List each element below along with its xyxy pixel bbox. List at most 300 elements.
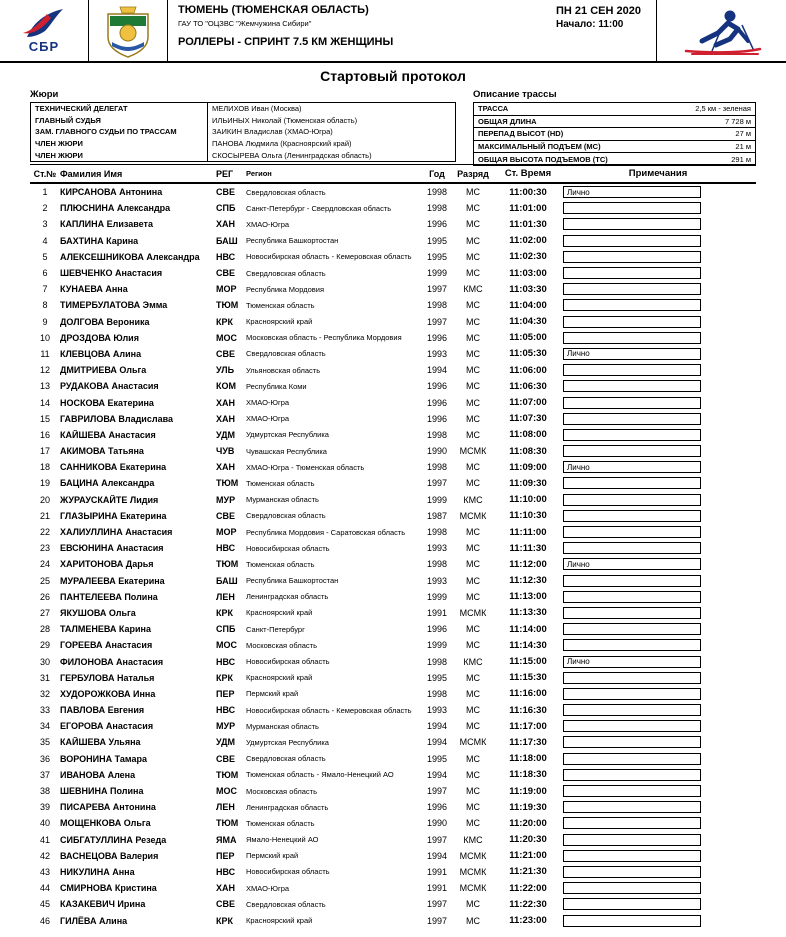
cell-rank: МС xyxy=(466,478,480,489)
cell-birth-year: 1996 xyxy=(426,802,448,813)
course-label: ПЕРЕПАД ВЫСОТ (HD) xyxy=(478,129,564,139)
cell-region: Свердловская область xyxy=(246,187,326,197)
start-list-header-row xyxy=(30,164,756,184)
cell-rank: КМС xyxy=(463,494,483,505)
cell-athlete-name: ШЕВНИНА Полина xyxy=(60,786,144,797)
cell-start-number: 37 xyxy=(39,769,50,780)
cell-note xyxy=(560,202,756,214)
cell-rank: МС xyxy=(466,786,480,797)
cell-start-time: 11:02:30 xyxy=(509,251,547,263)
start-list-row xyxy=(30,573,756,589)
cell-start-time: 11:15:00 xyxy=(509,656,547,668)
cell-start-number: 42 xyxy=(39,850,50,861)
cell-region-code: КРК xyxy=(216,607,233,618)
cell-birth-year: 1993 xyxy=(426,575,448,586)
course-heading: Описание трассы xyxy=(473,89,557,100)
cell-region-code: ХАН xyxy=(216,413,236,424)
cell-region-code: БАШ xyxy=(216,235,238,246)
start-list-row xyxy=(30,249,756,265)
note-box xyxy=(563,364,701,376)
cell-region: Новосибирская область xyxy=(246,657,330,667)
note-box xyxy=(563,882,701,894)
cell-note xyxy=(560,817,756,829)
cell-region-code: СПБ xyxy=(216,203,236,214)
start-list-row xyxy=(30,621,756,637)
note-box xyxy=(563,510,701,522)
note-box xyxy=(563,526,701,538)
cell-rank: МС xyxy=(466,802,480,813)
note-box xyxy=(563,850,701,862)
note-box xyxy=(563,413,701,425)
cell-athlete-name: ВОРОНИНА Тамара xyxy=(60,753,147,764)
cell-birth-year: 1996 xyxy=(426,332,448,343)
start-list-row xyxy=(30,427,756,443)
note-box xyxy=(563,218,701,230)
cell-region-code: СВЕ xyxy=(216,899,236,910)
cell-start-number: 44 xyxy=(39,883,50,894)
column-header-rank: Разряд xyxy=(457,168,489,179)
cell-region: Республика Башкортостан xyxy=(246,576,339,586)
cell-birth-year: 1995 xyxy=(426,235,448,246)
jury-role: ЗАМ. ГЛАВНОГО СУДЬИ ПО ТРАССАМ xyxy=(35,127,177,137)
cell-note xyxy=(560,558,756,570)
cell-start-time: 11:21:00 xyxy=(509,850,547,862)
cell-region-code: МОР xyxy=(216,284,237,295)
cell-athlete-name: КЛЕВЦОВА Алина xyxy=(60,348,142,359)
cell-rank: МС xyxy=(466,348,480,359)
cell-start-time: 11:10:00 xyxy=(509,494,547,506)
cell-start-time: 11:12:30 xyxy=(509,575,547,587)
cell-region-code: КОМ xyxy=(216,381,236,392)
cell-start-time: 11:13:00 xyxy=(509,591,547,603)
cell-start-number: 34 xyxy=(39,721,50,732)
cell-note xyxy=(560,348,756,360)
start-list-row xyxy=(30,394,756,410)
cell-start-number: 13 xyxy=(39,381,50,392)
cell-region-code: ТЮМ xyxy=(216,559,239,570)
cell-athlete-name: ЖУРАУСКАЙТЕ Лидия xyxy=(60,494,159,505)
cell-region: Тюменская область xyxy=(246,559,315,569)
cell-rank: МСМК xyxy=(459,510,487,521)
cell-rank: МС xyxy=(466,769,480,780)
jury-heading: Жюри xyxy=(30,89,59,100)
cell-athlete-name: ФИЛОНОВА Анастасия xyxy=(60,656,164,667)
start-list-row xyxy=(30,848,756,864)
cell-birth-year: 1995 xyxy=(426,672,448,683)
cell-start-number: 24 xyxy=(39,559,50,570)
start-list-row xyxy=(30,912,756,928)
cell-region-code: КРК xyxy=(216,316,233,327)
start-list-row xyxy=(30,459,756,475)
cell-region-code: МУР xyxy=(216,721,236,732)
cell-start-time: 11:11:00 xyxy=(509,526,547,538)
cell-start-time: 11:02:00 xyxy=(509,235,547,247)
note-box xyxy=(563,494,701,506)
column-header-time: Ст. Время xyxy=(504,168,552,179)
start-list-row xyxy=(30,605,756,621)
cell-region-code: БАШ xyxy=(216,575,238,586)
cell-note xyxy=(560,801,756,813)
cell-athlete-name: ТИМЕРБУЛАТОВА Эмма xyxy=(60,300,168,311)
note-box: Лично xyxy=(563,186,701,198)
start-list-row xyxy=(30,314,756,330)
cell-athlete-name: РУДАКОВА Анастасия xyxy=(60,381,159,392)
jury-row xyxy=(31,138,455,150)
cell-start-number: 21 xyxy=(39,510,50,521)
cell-start-time: 11:05:30 xyxy=(509,348,547,360)
cell-start-time: 11:19:30 xyxy=(509,801,547,813)
cell-start-number: 20 xyxy=(39,494,50,505)
cell-note xyxy=(560,915,756,927)
cell-region-code: КРК xyxy=(216,915,233,926)
cell-birth-year: 1999 xyxy=(426,591,448,602)
cell-athlete-name: ГЕРБУЛОВА Наталья xyxy=(60,672,155,683)
note-box xyxy=(563,720,701,732)
start-list-row xyxy=(30,184,756,200)
course-value: 291 м xyxy=(731,154,751,164)
start-list-row xyxy=(30,411,756,427)
cell-birth-year: 1997 xyxy=(426,915,448,926)
cell-region: Санкт-Петербург xyxy=(246,624,305,634)
cell-note xyxy=(560,834,756,846)
cell-region-code: ТЮМ xyxy=(216,478,239,489)
cell-region-code: СВЕ xyxy=(216,187,236,198)
note-box xyxy=(563,834,701,846)
course-row xyxy=(474,128,755,141)
cell-birth-year: 1997 xyxy=(426,899,448,910)
cell-athlete-name: ЕГОРОВА Анастасия xyxy=(60,721,154,732)
cell-birth-year: 1996 xyxy=(426,381,448,392)
tyumen-coat-of-arms-icon xyxy=(88,0,168,61)
cell-rank: МС xyxy=(466,591,480,602)
cell-athlete-name: ИВАНОВА Алена xyxy=(60,769,136,780)
jury-row xyxy=(31,126,455,138)
note-box xyxy=(563,267,701,279)
cell-athlete-name: КАЗАКЕВИЧ Ирина xyxy=(60,899,146,910)
jury-row xyxy=(31,149,455,161)
start-list-row xyxy=(30,734,756,750)
cell-region-code: НВС xyxy=(216,543,236,554)
jury-role: ЧЛЕН ЖЮРИ xyxy=(35,139,83,149)
cell-start-number: 46 xyxy=(39,915,50,926)
cell-note xyxy=(560,898,756,910)
cell-start-number: 17 xyxy=(39,446,50,457)
cell-note xyxy=(560,656,756,668)
event-date: ПН 21 СЕН 2020 xyxy=(556,5,641,17)
note-box xyxy=(563,332,701,344)
cell-start-time: 11:00:30 xyxy=(509,186,547,198)
cell-athlete-name: СИБГАТУЛЛИНА Резеда xyxy=(60,834,167,845)
cell-rank: МС xyxy=(466,381,480,392)
cell-athlete-name: КИРСАНОВА Антонина xyxy=(60,187,163,198)
start-list-row xyxy=(30,783,756,799)
cell-start-number: 35 xyxy=(39,737,50,748)
cell-note xyxy=(560,218,756,230)
cell-region: Республика Мордовия xyxy=(246,284,324,294)
cell-region-code: СПБ xyxy=(216,624,236,635)
cell-start-time: 11:14:30 xyxy=(509,639,547,651)
cell-region-code: ХАН xyxy=(216,219,236,230)
start-list-row xyxy=(30,233,756,249)
cell-start-time: 11:15:30 xyxy=(509,672,547,684)
cell-birth-year: 1998 xyxy=(426,688,448,699)
cell-region: Московская область xyxy=(246,640,317,650)
cell-rank: КМС xyxy=(463,284,483,295)
cell-birth-year: 1999 xyxy=(426,640,448,651)
cell-note xyxy=(560,720,756,732)
cell-note xyxy=(560,575,756,587)
note-box xyxy=(563,866,701,878)
start-list-row xyxy=(30,880,756,896)
cell-start-number: 16 xyxy=(39,429,50,440)
cell-start-time: 11:22:30 xyxy=(509,898,547,910)
cell-region-code: СВЕ xyxy=(216,510,236,521)
cell-region: Ленинградская область xyxy=(246,802,329,812)
course-value: 7 728 м xyxy=(724,116,751,126)
cell-region: ХМАО-Югра xyxy=(246,414,290,424)
cell-start-time: 11:16:30 xyxy=(509,704,547,716)
cell-start-number: 39 xyxy=(39,802,50,813)
note-box xyxy=(563,607,701,619)
document-title: Стартовый протокол xyxy=(320,68,466,84)
cell-region-code: УДМ xyxy=(216,737,236,748)
cell-start-time: 11:08:30 xyxy=(509,445,547,457)
cell-birth-year: 1996 xyxy=(426,413,448,424)
cell-rank: МС xyxy=(466,753,480,764)
cell-rank: МС xyxy=(466,268,480,279)
cell-start-number: 26 xyxy=(39,591,50,602)
note-box: Лично xyxy=(563,348,701,360)
cell-start-time: 11:01:00 xyxy=(509,202,547,214)
note-box xyxy=(563,753,701,765)
course-value: 21 м xyxy=(735,142,751,152)
cell-region: Тюменская область xyxy=(246,818,315,828)
cell-region: Красноярский край xyxy=(246,317,313,327)
cell-region: Пермский край xyxy=(246,851,299,861)
cell-rank: МС xyxy=(466,429,480,440)
start-list-row xyxy=(30,362,756,378)
cell-region: Красноярский край xyxy=(246,916,313,926)
cell-start-number: 18 xyxy=(39,462,50,473)
cell-note xyxy=(560,639,756,651)
header-date-block xyxy=(556,0,656,61)
cell-region-code: МУР xyxy=(216,494,236,505)
cell-region-code: МОС xyxy=(216,332,237,343)
note-box xyxy=(563,477,701,489)
cell-birth-year: 1995 xyxy=(426,753,448,764)
cell-start-time: 11:05:00 xyxy=(509,332,547,344)
cell-rank: МСМК xyxy=(459,737,487,748)
cell-region: Ямало-Ненецкий АО xyxy=(246,835,319,845)
cell-athlete-name: ХАЛИУЛЛИНА Анастасия xyxy=(60,527,173,538)
cell-start-number: 11 xyxy=(40,348,50,359)
column-header-region: Регион xyxy=(246,169,272,178)
cell-birth-year: 1990 xyxy=(426,446,448,457)
cell-region-code: МОС xyxy=(216,640,237,651)
start-list-body xyxy=(30,184,756,929)
note-box xyxy=(563,316,701,328)
course-row xyxy=(474,141,755,154)
cell-region-code: СВЕ xyxy=(216,348,236,359)
cell-start-number: 4 xyxy=(42,235,48,246)
cell-start-time: 11:03:00 xyxy=(509,267,547,279)
cell-note xyxy=(560,494,756,506)
cell-region-code: ТЮМ xyxy=(216,769,239,780)
cell-note xyxy=(560,461,756,473)
cell-note xyxy=(560,413,756,425)
cell-birth-year: 1987 xyxy=(426,510,448,521)
cell-note xyxy=(560,380,756,392)
cell-region: Новосибирская область xyxy=(246,867,330,877)
note-box xyxy=(563,591,701,603)
cell-region: Новосибирская область - Кемеровская область xyxy=(246,252,412,262)
start-list-row xyxy=(30,216,756,232)
cell-start-time: 11:17:00 xyxy=(509,720,547,732)
cell-region-code: УЛЬ xyxy=(216,365,235,376)
cell-athlete-name: ХУДОРОЖКОВА Инна xyxy=(60,688,156,699)
cell-region: Свердловская область xyxy=(246,511,326,521)
header-city: ТЮМЕНЬ (ТЮМЕНСКАЯ ОБЛАСТЬ) xyxy=(178,4,369,16)
cell-rank: МС xyxy=(466,462,480,473)
cell-note xyxy=(560,251,756,263)
note-box xyxy=(563,202,701,214)
cell-birth-year: 1997 xyxy=(426,478,448,489)
cell-start-number: 23 xyxy=(39,543,50,554)
cell-region: Красноярский край xyxy=(246,608,313,618)
course-value: 2,5 км - зеленая xyxy=(695,104,751,114)
note-box xyxy=(563,704,701,716)
start-list-row xyxy=(30,718,756,734)
cell-region-code: ПЕР xyxy=(216,850,235,861)
cell-start-number: 8 xyxy=(42,300,48,311)
cell-start-time: 11:18:00 xyxy=(509,753,547,765)
note-box xyxy=(563,575,701,587)
cell-note xyxy=(560,267,756,279)
cell-start-time: 11:07:30 xyxy=(509,413,547,425)
cell-note xyxy=(560,316,756,328)
cell-start-number: 36 xyxy=(39,753,50,764)
start-list-row xyxy=(30,540,756,556)
note-box xyxy=(563,283,701,295)
cell-note xyxy=(560,866,756,878)
cell-birth-year: 1990 xyxy=(426,818,448,829)
cell-athlete-name: ВАСНЕЦОВА Валерия xyxy=(60,850,159,861)
jury-block xyxy=(30,89,456,166)
cell-start-time: 11:19:00 xyxy=(509,785,547,797)
cell-rank: МС xyxy=(466,300,480,311)
course-label: ОБЩАЯ ВЫСОТА ПОДЪЕМОВ (ТС) xyxy=(478,154,608,164)
course-row xyxy=(474,103,755,116)
cell-athlete-name: АКИМОВА Татьяна xyxy=(60,446,144,457)
cell-region-code: УДМ xyxy=(216,429,236,440)
cell-region-code: МОС xyxy=(216,786,237,797)
cell-start-time: 11:06:00 xyxy=(509,364,547,376)
cell-athlete-name: КАЙШЕВА Ульяна xyxy=(60,737,141,748)
document-header xyxy=(0,0,786,63)
header-organization: ГАУ ТО "ОЦЗВС "Жемчужина Сибири" xyxy=(178,19,312,28)
cell-athlete-name: ПАВЛОВА Евгения xyxy=(60,705,145,716)
cell-region: Чувашская Республика xyxy=(246,446,327,456)
cell-region: Удмуртская Республика xyxy=(246,737,329,747)
cell-start-time: 11:09:00 xyxy=(509,461,547,473)
cell-start-time: 11:20:00 xyxy=(509,817,547,829)
cell-start-number: 1 xyxy=(42,187,48,198)
cell-birth-year: 1999 xyxy=(426,268,448,279)
cell-birth-year: 1991 xyxy=(426,607,448,618)
cell-athlete-name: КАПЛИНА Елизавета xyxy=(60,219,153,230)
start-list-row xyxy=(30,864,756,880)
cell-athlete-name: ГИЛЁВА Алина xyxy=(60,915,128,926)
cell-birth-year: 1993 xyxy=(426,348,448,359)
column-header-note: Примечания xyxy=(628,168,688,179)
cell-athlete-name: ДРОЗДОВА Юлия xyxy=(60,332,139,343)
cell-athlete-name: ДМИТРИЕВА Ольга xyxy=(60,365,147,376)
cell-note xyxy=(560,283,756,295)
cell-region-code: НВС xyxy=(216,705,236,716)
cell-start-number: 27 xyxy=(39,607,50,618)
cell-rank: МС xyxy=(466,818,480,829)
start-list-row xyxy=(30,297,756,313)
cell-athlete-name: ЕВСЮНИНА Анастасия xyxy=(60,543,164,554)
start-list-row xyxy=(30,653,756,669)
cell-start-number: 32 xyxy=(39,688,50,699)
cell-note xyxy=(560,591,756,603)
cell-note xyxy=(560,704,756,716)
cell-region-code: ТЮМ xyxy=(216,818,239,829)
start-list-row xyxy=(30,492,756,508)
cell-athlete-name: КАЙШЕВА Анастасия xyxy=(60,429,156,440)
cell-region: Республика Мордовия - Саратовская область xyxy=(246,527,406,537)
cell-note xyxy=(560,753,756,765)
cell-note xyxy=(560,332,756,344)
note-box: Лично xyxy=(563,656,701,668)
start-list-row xyxy=(30,346,756,362)
cell-note xyxy=(560,882,756,894)
cell-note xyxy=(560,769,756,781)
cell-start-number: 30 xyxy=(39,656,50,667)
jury-member-name: ИЛЬИНЫХ Николай (Тюменская область) xyxy=(207,115,455,127)
cell-start-number: 3 xyxy=(42,219,48,230)
note-box xyxy=(563,688,701,700)
course-label: ОБЩАЯ ДЛИНА xyxy=(478,116,537,126)
cell-rank: МС xyxy=(466,543,480,554)
start-list-row xyxy=(30,767,756,783)
cell-birth-year: 1996 xyxy=(426,397,448,408)
cell-region: Свердловская область xyxy=(246,268,326,278)
jury-member-name: СКОСЫРЕВА Ольга (Ленинградская область) xyxy=(207,149,455,161)
cell-start-number: 31 xyxy=(39,672,50,683)
cell-region: ХМАО-Югра xyxy=(246,219,290,229)
cell-birth-year: 1991 xyxy=(426,883,448,894)
note-box xyxy=(563,380,701,392)
cell-rank: МС xyxy=(466,187,480,198)
cell-rank: МС xyxy=(466,575,480,586)
cell-start-time: 11:23:00 xyxy=(509,915,547,927)
cell-region: Санкт-Петербург - Свердловская область xyxy=(246,203,392,213)
event-start-time: Начало: 11:00 xyxy=(556,19,624,30)
cell-region: Республика Коми xyxy=(246,381,307,391)
cell-note xyxy=(560,688,756,700)
cell-rank: МСМК xyxy=(459,850,487,861)
cell-birth-year: 1998 xyxy=(426,300,448,311)
cell-athlete-name: ГЛАЗЫРИНА Екатерина xyxy=(60,510,167,521)
cell-region-code: ХАН xyxy=(216,883,236,894)
start-list-table xyxy=(30,164,756,929)
cell-rank: МС xyxy=(466,219,480,230)
cell-start-time: 11:11:30 xyxy=(509,542,547,554)
cell-start-number: 45 xyxy=(39,899,50,910)
cell-start-time: 11:06:30 xyxy=(509,380,547,392)
